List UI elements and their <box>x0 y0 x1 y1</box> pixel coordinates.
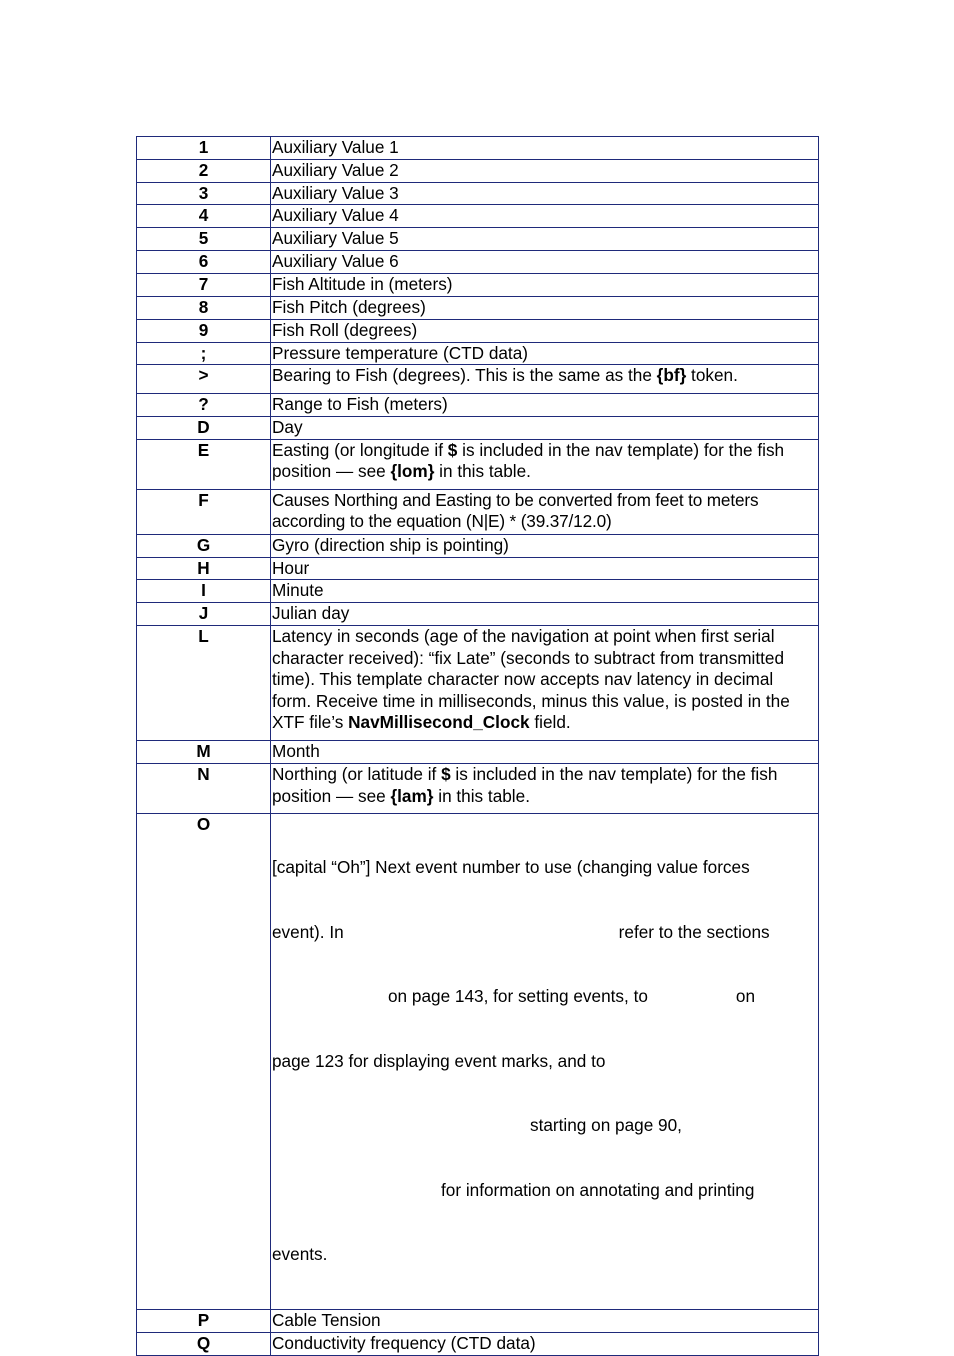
description-cell: Conductivity frequency (CTD data) <box>271 1332 819 1355</box>
key-cell: 3 <box>137 182 271 205</box>
table-row <box>137 274 819 297</box>
key-cell: H <box>137 557 271 580</box>
description-cell: Auxiliary Value 1 <box>271 137 819 160</box>
description-cell <box>271 439 819 489</box>
key-cell: P <box>137 1309 271 1332</box>
description-line <box>272 1180 817 1202</box>
description-text: Northing (or latitude if <box>272 764 442 784</box>
description-cell: Auxiliary Value 5 <box>271 228 819 251</box>
key-cell: 5 <box>137 228 271 251</box>
description-text: Latency in seconds (age of the navigation at point when first serial character received): “fix Late” (seconds to subtract from transmitted time). This template character now accepts nav latency in decimal form. Receive time in milliseconds, minus this value, is posted in the XTF file’s <box>272 626 790 732</box>
table-row <box>137 626 819 741</box>
description-cell <box>271 764 819 814</box>
key-cell: E <box>137 439 271 489</box>
token-bold: {bf} <box>656 365 687 385</box>
table-row <box>137 251 819 274</box>
key-cell: > <box>137 365 271 394</box>
description-cell: Auxiliary Value 6 <box>271 251 819 274</box>
description-text: Bearing to Fish (degrees). This is the same as the <box>272 365 657 385</box>
token-bold: $ <box>441 764 451 784</box>
key-cell: I <box>137 580 271 603</box>
description-line <box>272 986 817 1008</box>
key-cell: ; <box>137 342 271 365</box>
table-row <box>137 764 819 814</box>
description-cell: Fish Pitch (degrees) <box>271 296 819 319</box>
description-cell: Cable Tension <box>271 1309 819 1332</box>
key-cell: 6 <box>137 251 271 274</box>
description-cell <box>271 814 819 1310</box>
description-text: in this table. <box>433 785 530 806</box>
description-cell: Fish Roll (degrees) <box>271 319 819 342</box>
description-text: on <box>735 986 756 1006</box>
description-cell: Fish Altitude in (meters) <box>271 274 819 297</box>
description-cell <box>271 626 819 741</box>
description-cell: Day <box>271 417 819 440</box>
description-text: for information on annotating and printing <box>441 1179 755 1200</box>
key-cell: 9 <box>137 319 271 342</box>
description-line: [capital “Oh”] Next event number to use (changing value forces <box>272 857 750 877</box>
table-row <box>137 365 819 394</box>
table-row <box>137 394 819 417</box>
key-cell: 8 <box>137 296 271 319</box>
description-text: is included in the nav template) for the fish position — see <box>272 764 778 806</box>
description-cell <box>271 365 819 394</box>
table-row <box>137 182 819 205</box>
key-cell: 1 <box>137 137 271 160</box>
key-cell: G <box>137 534 271 557</box>
table-row <box>137 814 819 1310</box>
description-text: starting on page 90, <box>530 1115 682 1135</box>
description-cell: Minute <box>271 580 819 603</box>
description-cell: Hour <box>271 557 819 580</box>
description-cell: Gyro (direction ship is pointing) <box>271 534 819 557</box>
table-row <box>137 228 819 251</box>
description-cell: Julian day <box>271 603 819 626</box>
key-cell: ? <box>137 394 271 417</box>
description-line <box>272 1115 817 1137</box>
token-bold: {lam} <box>390 785 434 806</box>
table-row <box>137 319 819 342</box>
key-cell: 2 <box>137 159 271 182</box>
token-bold: $ <box>447 439 458 460</box>
key-cell: D <box>137 417 271 440</box>
description-cell: Month <box>271 741 819 764</box>
field-name-bold: NavMillisecond_Clock <box>348 712 530 732</box>
description-cell: Auxiliary Value 3 <box>271 182 819 205</box>
table-row <box>137 137 819 160</box>
key-cell: N <box>137 764 271 814</box>
table-row <box>137 741 819 764</box>
token-bold: {lom} <box>390 461 435 481</box>
table-row <box>137 296 819 319</box>
key-cell: M <box>137 741 271 764</box>
table-row <box>137 489 819 534</box>
description-text: Easting (or longitude if <box>272 439 448 460</box>
table-row <box>137 1309 819 1332</box>
description-text: token. <box>686 365 738 385</box>
description-text: event). In <box>272 921 344 942</box>
description-line: events. <box>272 1244 328 1264</box>
description-cell: Auxiliary Value 4 <box>271 205 819 228</box>
key-cell: L <box>137 626 271 741</box>
key-cell: F <box>137 489 271 534</box>
table-row <box>137 159 819 182</box>
description-text: on page 143, for setting events, to <box>388 986 648 1006</box>
key-cell: O <box>137 814 271 1310</box>
key-cell: 4 <box>137 205 271 228</box>
table-row <box>137 417 819 440</box>
table-row <box>137 580 819 603</box>
key-cell: J <box>137 603 271 626</box>
description-text: in this table. <box>434 461 531 481</box>
description-line: page 123 for displaying event marks, and to <box>272 1050 606 1071</box>
table-row <box>137 557 819 580</box>
description-cell: Pressure temperature (CTD data) <box>271 342 819 365</box>
table-row <box>137 1332 819 1355</box>
table-row <box>137 205 819 228</box>
description-text: field. <box>529 712 571 732</box>
table-row <box>137 342 819 365</box>
table-row <box>137 534 819 557</box>
table-row <box>137 439 819 489</box>
description-cell: Auxiliary Value 2 <box>271 159 819 182</box>
template-character-table <box>136 136 819 1356</box>
description-cell: Causes Northing and Easting to be converted from feet to meters according to the equation (N|E) * (39.37/12.0) <box>271 489 819 534</box>
description-text: refer to the sections <box>618 921 770 942</box>
key-cell: Q <box>137 1332 271 1355</box>
description-text: is included in the nav template) for the fish position — see <box>272 439 785 481</box>
description-line <box>272 922 817 944</box>
table-row <box>137 603 819 626</box>
key-cell: 7 <box>137 274 271 297</box>
description-cell: Range to Fish (meters) <box>271 394 819 417</box>
